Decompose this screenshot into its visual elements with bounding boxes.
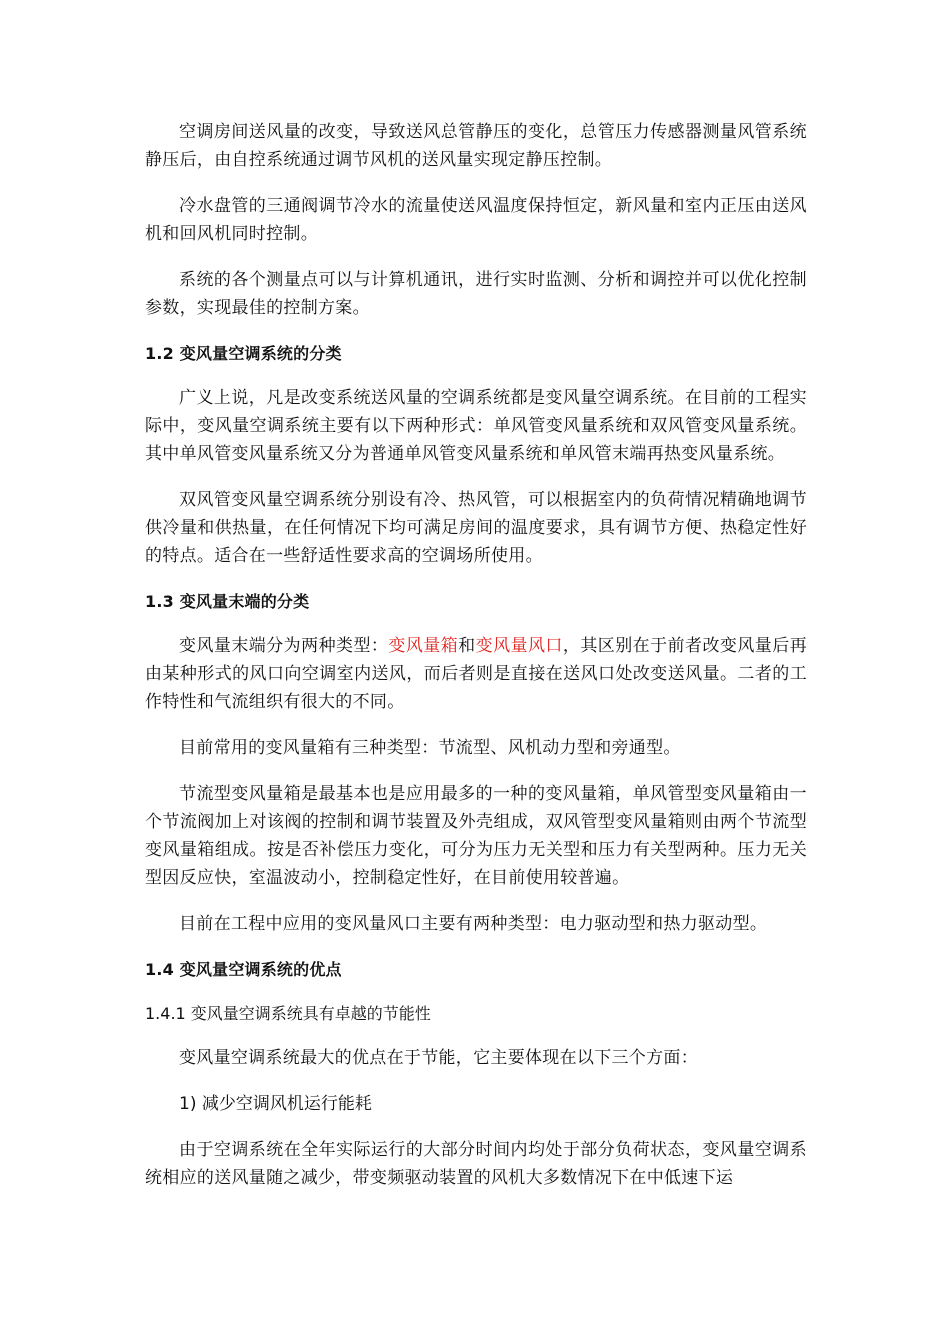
heading-1-4: 1.4 变风量空调系统的优点 [145,960,342,979]
heading-1-2: 1.2 变风量空调系统的分类 [145,344,342,363]
paragraph-static-pressure-control: 空调房间送风量的改变，导致送风总管静压的变化，总管压力传感器测量风管系统静压后，由自控系统通过调节风机的送风量实现定静压控制。 [145,122,807,170]
terminal-text-b: 和 [458,636,476,656]
paragraph-system-types: 广义上说，凡是改变系统送风量的空调系统都是变风量空调系统。在目前的工程实际中，变风量空调系统主要有以下两种形式：单风管变风量系统和双风管变风量系统。其中单风管变风量系统又分为普通单风管变风量系统和单风管末端再热变风量系统。 [145,388,807,464]
paragraph-energy-saving: 变风量空调系统最大的优点在于节能，它主要体现在以下三个方面： [179,1048,698,1068]
list-item-fan-energy: 1) 减少空调风机运行能耗 [179,1094,372,1114]
highlight-vav-box: 变风量箱 [388,636,459,656]
highlight-vav-diffuser: 变风量风口 [475,636,563,656]
terminal-text-c: ，其区别在于前者改变风量后再由某种形式的风口向空调室内送风，而后者则是直接在送风口处改变送风量。二者的工作特性和气流组织有很大的不同。 [145,636,807,712]
document-page [145,118,807,1210]
paragraph-box-types: 目前常用的变风量箱有三种类型：节流型、风机动力型和旁通型。 [179,738,681,758]
paragraph-throttle-box: 节流型变风量箱是最基本也是应用最多的一种的变风量箱，单风管型变风量箱由一个节流阀加上对该阀的控制和调节装置及外壳组成，双风管型变风量箱则由两个节流型变风量箱组成。按是否补偿压力变化，可分为压力无关型和压力有关型两种。压力无关型因反应快，室温波动小，控制稳定性好，在目前使用较普遍。 [145,784,807,888]
paragraph-diffuser-types: 目前在工程中应用的变风量风口主要有两种类型：电力驱动型和热力驱动型。 [179,914,768,934]
terminal-text-a: 变风量末端分为两种类型： [179,636,389,656]
heading-1-3: 1.3 变风量末端的分类 [145,592,310,611]
paragraph-dual-duct: 双风管变风量空调系统分别设有冷、热风管，可以根据室内的负荷情况精确地调节供冷量和供热量，在任何情况下均可满足房间的温度要求，具有调节方便、热稳定性好的特点。适合在一些舒适性要求高的空调场所使用。 [145,490,807,566]
paragraph-terminal-types [145,632,807,716]
paragraph-cooling-coil-valve: 冷水盘管的三通阀调节冷水的流量使送风温度保持恒定，新风量和室内正压由送风机和回风机同时控制。 [145,196,807,244]
paragraph-partial-load: 由于空调系统在全年实际运行的大部分时间内均处于部分负荷状态，变风量空调系统相应的送风量随之减少，带变频驱动装置的风机大多数情况下在中低速下运 [145,1140,807,1188]
paragraph-measurement-points: 系统的各个测量点可以与计算机通讯，进行实时监测、分析和调控并可以优化控制参数，实现最佳的控制方案。 [145,270,807,318]
heading-1-4-1: 1.4.1 变风量空调系统具有卓越的节能性 [145,1004,431,1023]
